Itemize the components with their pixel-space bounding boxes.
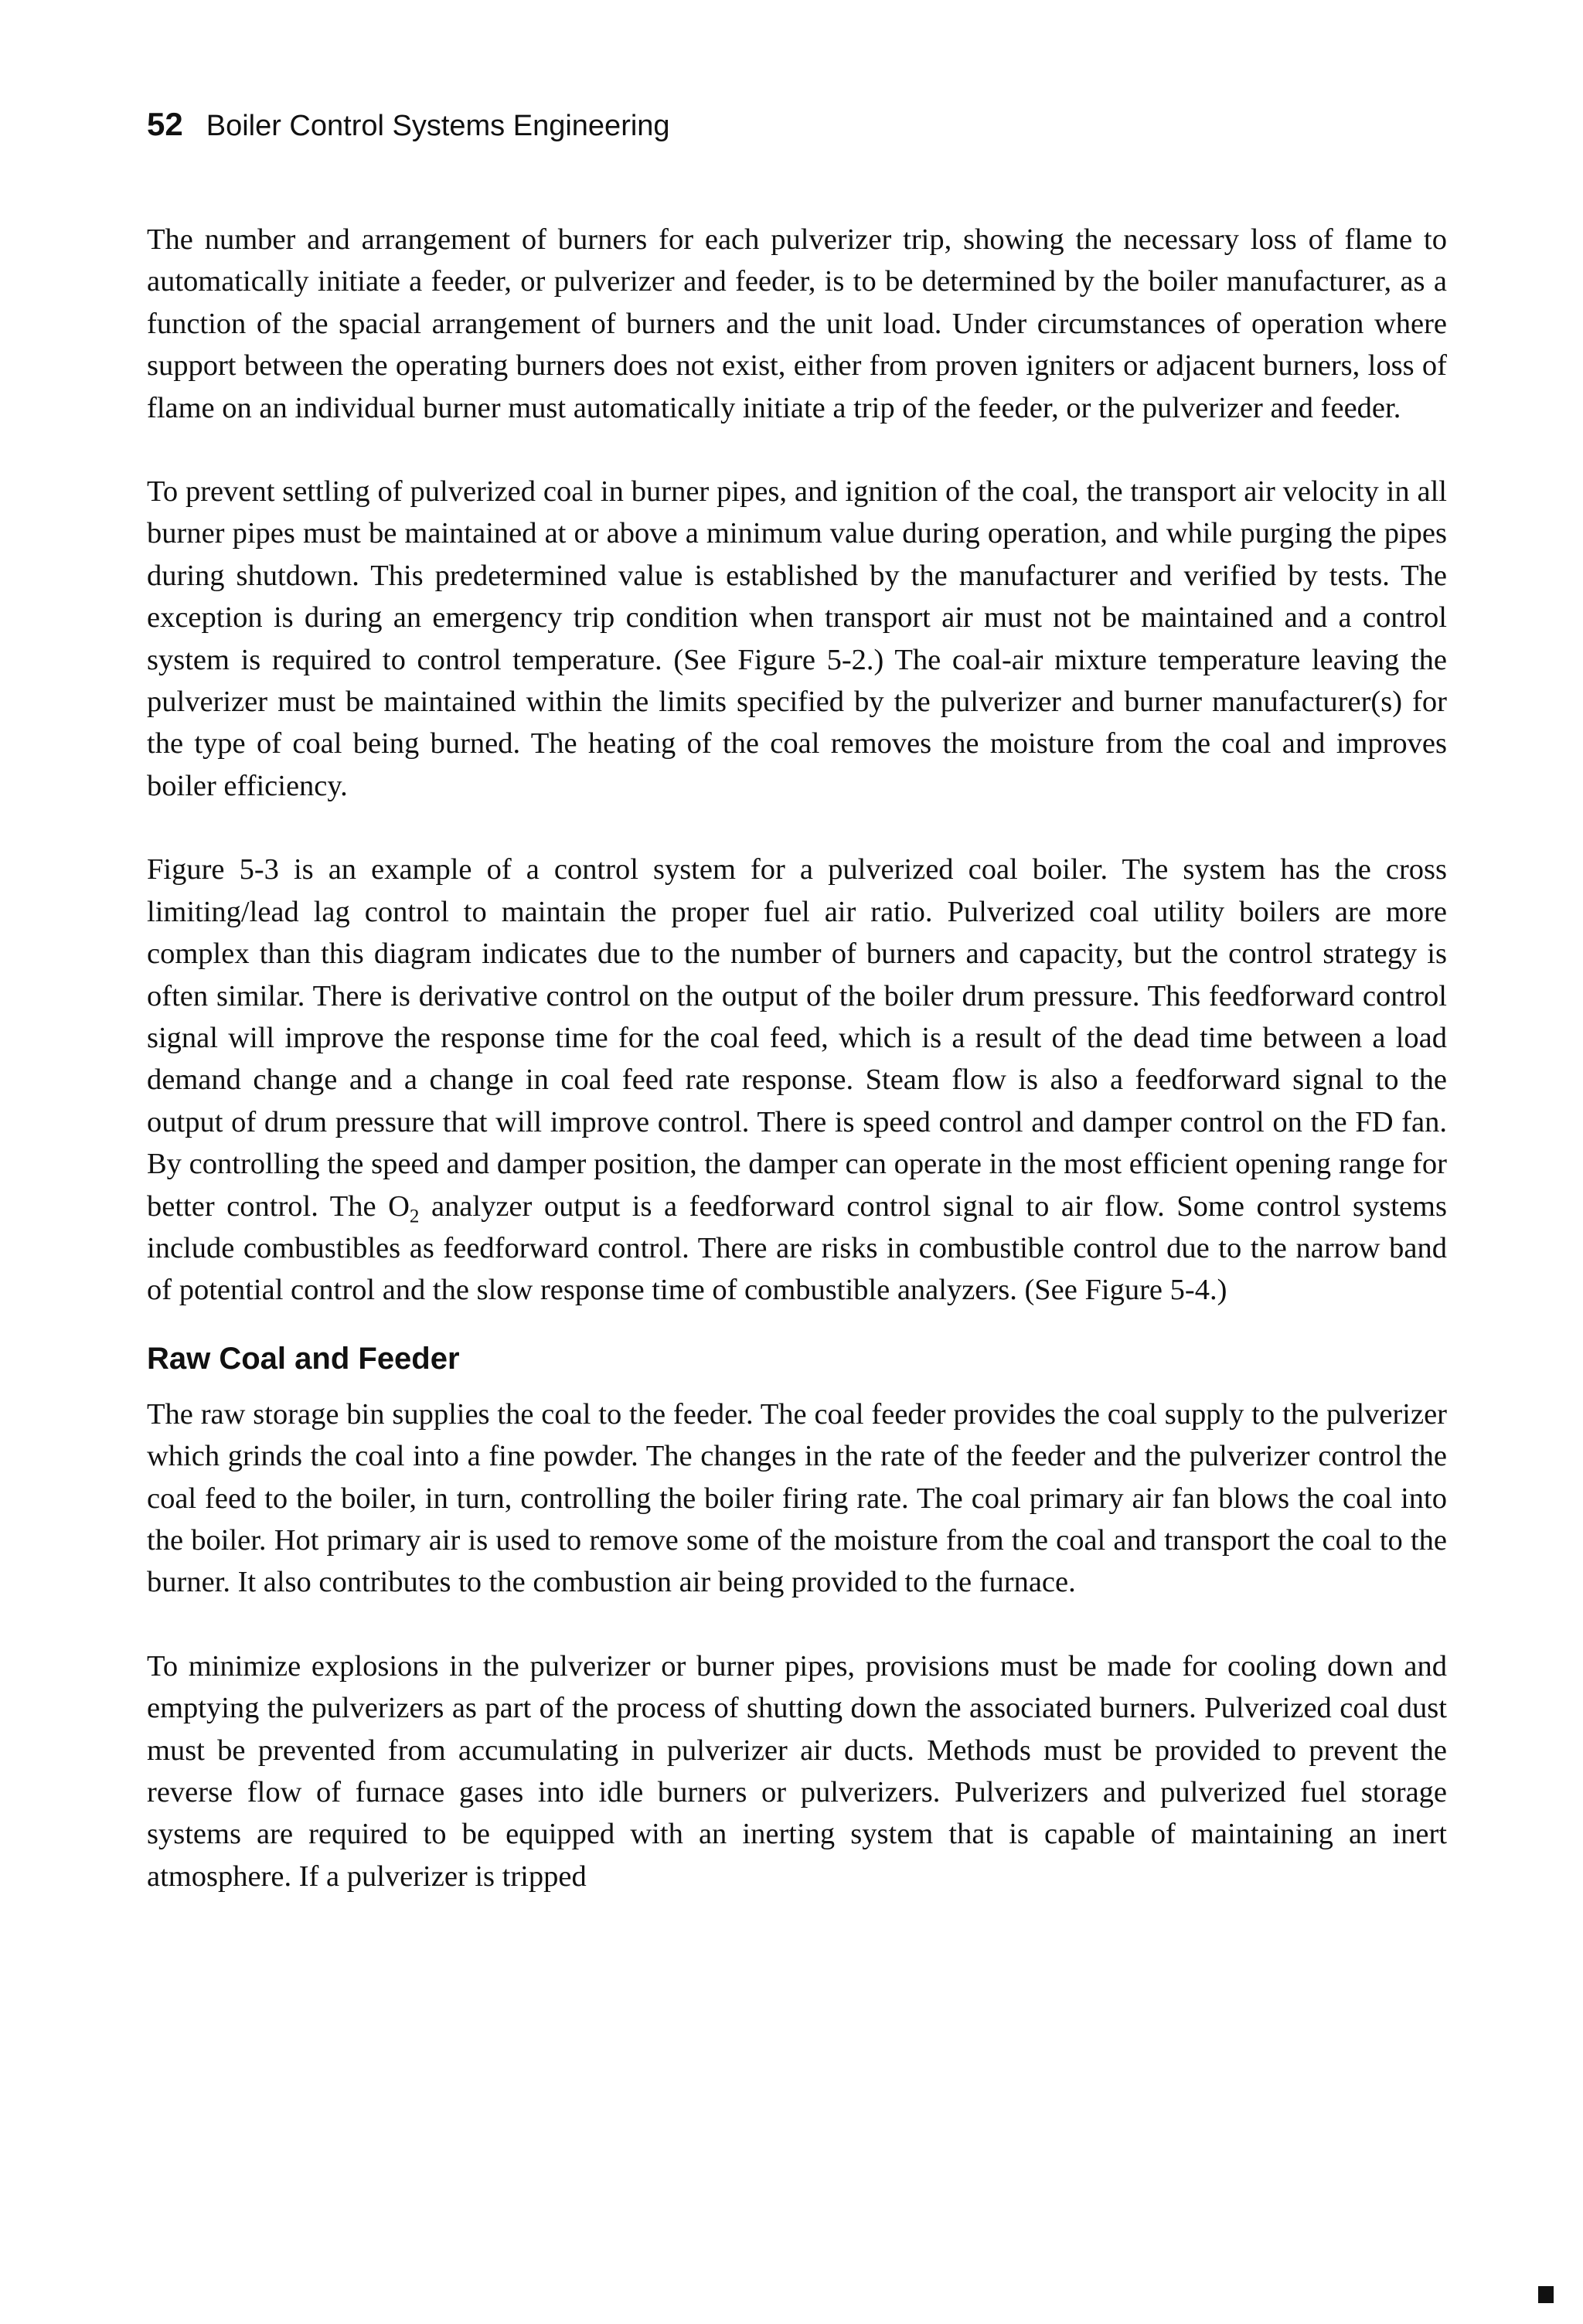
book-title: Boiler Control Systems Engineering xyxy=(206,110,670,142)
control-system-text-part-1: Figure 5-3 is an example of a control system for a pulverized coal boiler. The system has the cross limiting/lead lag control to maintain the proper fuel air ratio. Pulverized coal utility boilers are more complex than this diagram indicates due to the number of burners and capacity, but the control strategy is often similar. There is derivative control on the output of the boiler drum pressure. This feedforward control signal will improve the response time for the coal feed, which is a result of the dead time between a load demand change and a change in coal feed rate response. Steam flow is also a feedforward signal to the output of drum pressure that will improve control. There is speed control and damper control on the FD fan. By controlling the speed and damper position, the damper can operate in the most efficient opening range for better control. The xyxy=(147,853,1447,1223)
o2-subscript: 2 xyxy=(409,1206,420,1227)
end-of-page-marker xyxy=(1538,2286,1554,2303)
o2-symbol xyxy=(388,1189,420,1227)
o2-letter: O xyxy=(388,1189,410,1223)
paragraph-raw-coal: The raw storage bin supplies the coal to the feeder. The coal feeder provides the coal supply to the pulverizer which grinds the coal into a fine powder. The changes in the rate of the feeder and the pulverizer control the coal feed to the boiler, in turn, controlling the boiler firing rate. The coal primary air fan blows the coal into the boiler. Hot primary air is used to remove some of the moisture from the coal and transport the coal to the burner. It also contributes to the combustion air being provided to the furnace. xyxy=(147,1397,1447,1599)
running-header xyxy=(147,108,670,141)
paragraph-transport-air: To prevent settling of pulverized coal in burner pipes, and ignition of the coal, the transport air velocity in all burner pipes must be maintained at or above a minimum value during operation, and while purging the pipes during shutdown. This predetermined value is established by the manufacturer and verified by tests. The exception is during an emergency trip condition when transport air must not be maintained and a control system is required to control temperature. (See Figure 5-2.) The coal-air mixture temperature leaving the pulverizer must be maintained within the limits specified by the pulverizer and burner manufacturer(s) for the type of coal being burned. The heating of the coal removes the moisture from the coal and improves boiler efficiency. xyxy=(147,475,1447,802)
paragraph-burner-trip: The number and arrangement of burners for each pulverizer trip, showing the necessary loss of flame to automatically initiate a feeder, or pulverizer and feeder, is to be determined by the boiler manufacturer, as a function of the spacial arrangement of burners and the unit load. Under circumstances of operation where support between the operating burners does not exist, either from proven igniters or adjacent burners, loss of flame on an individual burner must automatically initiate a trip of the feeder, or the pulverizer and feeder. xyxy=(147,223,1447,424)
control-system-text-part-2: analyzer output is a feedforward control signal to air flow. Some control systems include combustibles as feedforward control. There are risks in combustible control due to the narrow band of potential control and the slow response time of combustible analyzers. (See Figure 5-4.) xyxy=(147,1189,1447,1307)
body-text xyxy=(147,219,1447,1897)
paragraph-control-system xyxy=(147,849,1447,1311)
section-heading: Raw Coal and Feeder xyxy=(147,1341,460,1376)
page-number: 52 xyxy=(147,106,183,142)
paragraph-explosion-prevention: To minimize explosions in the pulverizer or burner pipes, provisions must be made for cooling down and emptying the pulverizers as part of the process of shutting down the associated burners. Pulverized coal dust must be prevented from accumulating in pulverizer air ducts. Methods must be provided to prevent the reverse flow of furnace gases into idle burners or pulverizers. Pulverizers and pulverized fuel storage systems are required to be equipped with an inerting system that is capable of maintaining an inert atmosphere. If a pulverizer is tripped xyxy=(147,1649,1447,1893)
